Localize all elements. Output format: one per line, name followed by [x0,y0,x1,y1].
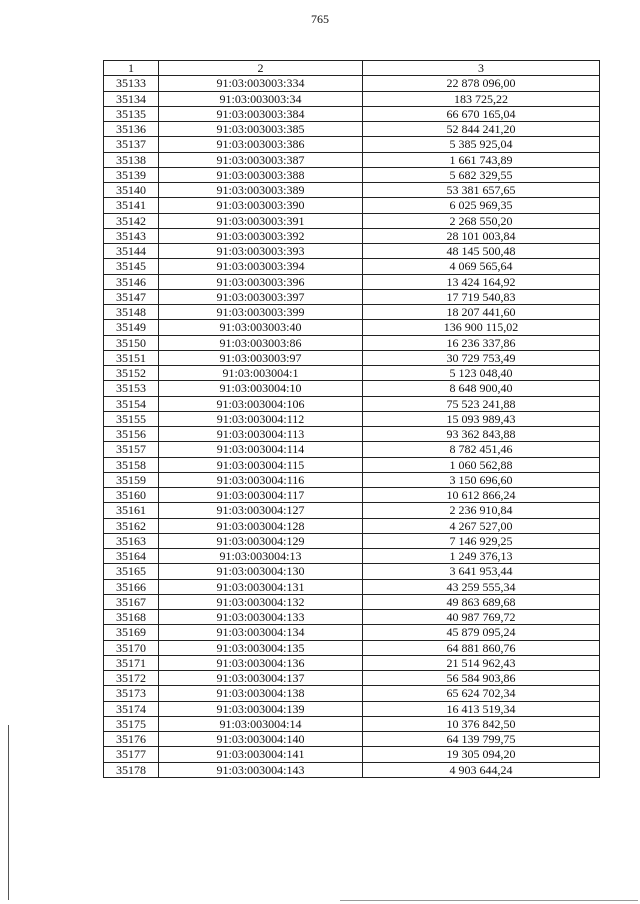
row-number-cell: 35174 [104,701,159,716]
table-row [104,747,600,762]
cadastral-number-cell: 91:03:003004:136 [159,655,363,670]
value-cell: 22 878 096,00 [363,76,600,91]
cadastral-number-cell: 91:03:003004:130 [159,564,363,579]
cadastral-number-cell: 91:03:003004:116 [159,472,363,487]
row-number-cell: 35169 [104,625,159,640]
table-row [104,350,600,365]
row-number-cell: 35176 [104,732,159,747]
row-number-cell: 35170 [104,640,159,655]
cadastral-number-cell: 91:03:003003:390 [159,198,363,213]
row-number-cell: 35142 [104,213,159,228]
row-number-cell: 35137 [104,137,159,152]
row-number-cell: 35157 [104,442,159,457]
table-row [104,457,600,472]
scan-bottom-line [340,900,638,901]
row-number-cell: 35173 [104,686,159,701]
value-cell: 8 648 900,40 [363,381,600,396]
column-header-3: 3 [363,61,600,76]
page-number: 765 [311,12,329,26]
column-header-2: 2 [159,61,363,76]
cadastral-number-cell: 91:03:003003:384 [159,106,363,121]
value-cell: 17 719 540,83 [363,289,600,304]
cadastral-number-cell: 91:03:003004:140 [159,732,363,747]
cadastral-number-cell: 91:03:003003:97 [159,350,363,365]
row-number-cell: 35177 [104,747,159,762]
table-row [104,594,600,609]
table-body [104,76,600,778]
table-row [104,152,600,167]
row-number-cell: 35148 [104,305,159,320]
value-cell: 64 881 860,76 [363,640,600,655]
table-row [104,533,600,548]
value-cell: 18 207 441,60 [363,305,600,320]
value-cell: 49 863 689,68 [363,594,600,609]
cadastral-number-cell: 91:03:003004:132 [159,594,363,609]
row-number-cell: 35171 [104,655,159,670]
cadastral-number-cell: 91:03:003004:14 [159,716,363,731]
table-row [104,305,600,320]
table-row [104,686,600,701]
value-cell: 45 879 095,24 [363,625,600,640]
table-row [104,213,600,228]
table-row [104,625,600,640]
table-row [104,183,600,198]
row-number-cell: 35149 [104,320,159,335]
table-header [104,61,600,76]
row-number-cell: 35178 [104,762,159,777]
cadastral-number-cell: 91:03:003003:392 [159,228,363,243]
value-cell: 10 612 866,24 [363,488,600,503]
value-cell: 52 844 241,20 [363,122,600,137]
row-number-cell: 35175 [104,716,159,731]
table-row [104,732,600,747]
value-cell: 5 123 048,40 [363,366,600,381]
header-row [104,61,600,76]
scan-margin-line [8,725,9,900]
row-number-cell: 35168 [104,610,159,625]
cadastral-number-cell: 91:03:003004:13 [159,549,363,564]
cadastral-number-cell: 91:03:003003:387 [159,152,363,167]
row-number-cell: 35161 [104,503,159,518]
cadastral-number-cell: 91:03:003004:135 [159,640,363,655]
value-cell: 48 145 500,48 [363,244,600,259]
table-row [104,122,600,137]
cadastral-number-cell: 91:03:003004:137 [159,671,363,686]
value-cell: 1 249 376,13 [363,549,600,564]
value-cell: 1 661 743,89 [363,152,600,167]
row-number-cell: 35150 [104,335,159,350]
cadastral-number-cell: 91:03:003004:113 [159,427,363,442]
column-header-1: 1 [104,61,159,76]
row-number-cell: 35153 [104,381,159,396]
table-row [104,106,600,121]
table-row [104,655,600,670]
value-cell: 3 150 696,60 [363,472,600,487]
row-number-cell: 35152 [104,366,159,381]
value-cell: 40 987 769,72 [363,610,600,625]
cadastral-number-cell: 91:03:003003:389 [159,183,363,198]
table-row [104,671,600,686]
table-row [104,259,600,274]
row-number-cell: 35135 [104,106,159,121]
value-cell: 15 093 989,43 [363,411,600,426]
row-number-cell: 35163 [104,533,159,548]
row-number-cell: 35164 [104,549,159,564]
cadastral-number-cell: 91:03:003004:143 [159,762,363,777]
row-number-cell: 35165 [104,564,159,579]
value-cell: 4 267 527,00 [363,518,600,533]
table-row [104,518,600,533]
cadastral-number-cell: 91:03:003003:40 [159,320,363,335]
table-row [104,137,600,152]
cadastral-number-cell: 91:03:003003:386 [159,137,363,152]
value-cell: 136 900 115,02 [363,320,600,335]
table-row [104,396,600,411]
value-cell: 5 682 329,55 [363,167,600,182]
table-row [104,564,600,579]
value-cell: 16 413 519,34 [363,701,600,716]
row-number-cell: 35154 [104,396,159,411]
value-cell: 5 385 925,04 [363,137,600,152]
cadastral-number-cell: 91:03:003004:115 [159,457,363,472]
table-row [104,198,600,213]
table-row [104,640,600,655]
value-cell: 1 060 562,88 [363,457,600,472]
row-number-cell: 35151 [104,350,159,365]
cadastral-number-cell: 91:03:003003:34 [159,91,363,106]
cadastral-number-cell: 91:03:003004:117 [159,488,363,503]
cadastral-number-cell: 91:03:003003:388 [159,167,363,182]
cadastral-number-cell: 91:03:003004:131 [159,579,363,594]
cadastral-number-cell: 91:03:003004:141 [159,747,363,762]
table-row [104,472,600,487]
table-row [104,503,600,518]
table-row [104,427,600,442]
value-cell: 2 268 550,20 [363,213,600,228]
row-number-cell: 35133 [104,76,159,91]
row-number-cell: 35172 [104,671,159,686]
value-cell: 53 381 657,65 [363,183,600,198]
row-number-cell: 35145 [104,259,159,274]
data-table [103,60,600,778]
table-row [104,762,600,777]
value-cell: 93 362 843,88 [363,427,600,442]
row-number-cell: 35134 [104,91,159,106]
table-row [104,381,600,396]
table-row [104,91,600,106]
row-number-cell: 35162 [104,518,159,533]
value-cell: 16 236 337,86 [363,335,600,350]
value-cell: 66 670 165,04 [363,106,600,121]
value-cell: 19 305 094,20 [363,747,600,762]
cadastral-number-cell: 91:03:003003:393 [159,244,363,259]
table-row [104,549,600,564]
table-row [104,579,600,594]
table-row [104,76,600,91]
cadastral-number-cell: 91:03:003004:1 [159,366,363,381]
value-cell: 21 514 962,43 [363,655,600,670]
table-row [104,366,600,381]
table-row [104,228,600,243]
cadastral-number-cell: 91:03:003004:106 [159,396,363,411]
row-number-cell: 35138 [104,152,159,167]
value-cell: 183 725,22 [363,91,600,106]
cadastral-number-cell: 91:03:003003:399 [159,305,363,320]
cadastral-number-cell: 91:03:003003:334 [159,76,363,91]
cadastral-number-cell: 91:03:003003:396 [159,274,363,289]
value-cell: 43 259 555,34 [363,579,600,594]
cadastral-number-cell: 91:03:003004:127 [159,503,363,518]
table-row [104,167,600,182]
row-number-cell: 35155 [104,411,159,426]
row-number-cell: 35140 [104,183,159,198]
value-cell: 75 523 241,88 [363,396,600,411]
value-cell: 30 729 753,49 [363,350,600,365]
row-number-cell: 35147 [104,289,159,304]
cadastral-number-cell: 91:03:003004:112 [159,411,363,426]
cadastral-number-cell: 91:03:003004:133 [159,610,363,625]
row-number-cell: 35143 [104,228,159,243]
value-cell: 28 101 003,84 [363,228,600,243]
cadastral-number-cell: 91:03:003003:397 [159,289,363,304]
value-cell: 8 782 451,46 [363,442,600,457]
table-row [104,610,600,625]
cadastral-number-cell: 91:03:003004:128 [159,518,363,533]
row-number-cell: 35159 [104,472,159,487]
row-number-cell: 35167 [104,594,159,609]
table-row [104,274,600,289]
row-number-cell: 35156 [104,427,159,442]
value-cell: 7 146 929,25 [363,533,600,548]
row-number-cell: 35136 [104,122,159,137]
row-number-cell: 35158 [104,457,159,472]
cadastral-number-cell: 91:03:003003:385 [159,122,363,137]
value-cell: 64 139 799,75 [363,732,600,747]
value-cell: 4 069 565,64 [363,259,600,274]
table-row [104,244,600,259]
cadastral-number-cell: 91:03:003003:86 [159,335,363,350]
table-row [104,701,600,716]
value-cell: 10 376 842,50 [363,716,600,731]
table-row [104,289,600,304]
value-cell: 3 641 953,44 [363,564,600,579]
cadastral-number-cell: 91:03:003004:129 [159,533,363,548]
cadastral-number-cell: 91:03:003004:138 [159,686,363,701]
cadastral-number-cell: 91:03:003004:114 [159,442,363,457]
table-row [104,335,600,350]
value-cell: 13 424 164,92 [363,274,600,289]
value-cell: 6 025 969,35 [363,198,600,213]
value-cell: 2 236 910,84 [363,503,600,518]
cadastral-number-cell: 91:03:003004:10 [159,381,363,396]
row-number-cell: 35141 [104,198,159,213]
row-number-cell: 35146 [104,274,159,289]
value-cell: 65 624 702,34 [363,686,600,701]
table-row [104,442,600,457]
cadastral-number-cell: 91:03:003004:134 [159,625,363,640]
cadastral-number-cell: 91:03:003003:394 [159,259,363,274]
value-cell: 4 903 644,24 [363,762,600,777]
table-row [104,320,600,335]
cadastral-number-cell: 91:03:003004:139 [159,701,363,716]
row-number-cell: 35160 [104,488,159,503]
table-row [104,488,600,503]
row-number-cell: 35139 [104,167,159,182]
value-cell: 56 584 903,86 [363,671,600,686]
row-number-cell: 35144 [104,244,159,259]
table-row [104,411,600,426]
table-row [104,716,600,731]
row-number-cell: 35166 [104,579,159,594]
cadastral-number-cell: 91:03:003003:391 [159,213,363,228]
